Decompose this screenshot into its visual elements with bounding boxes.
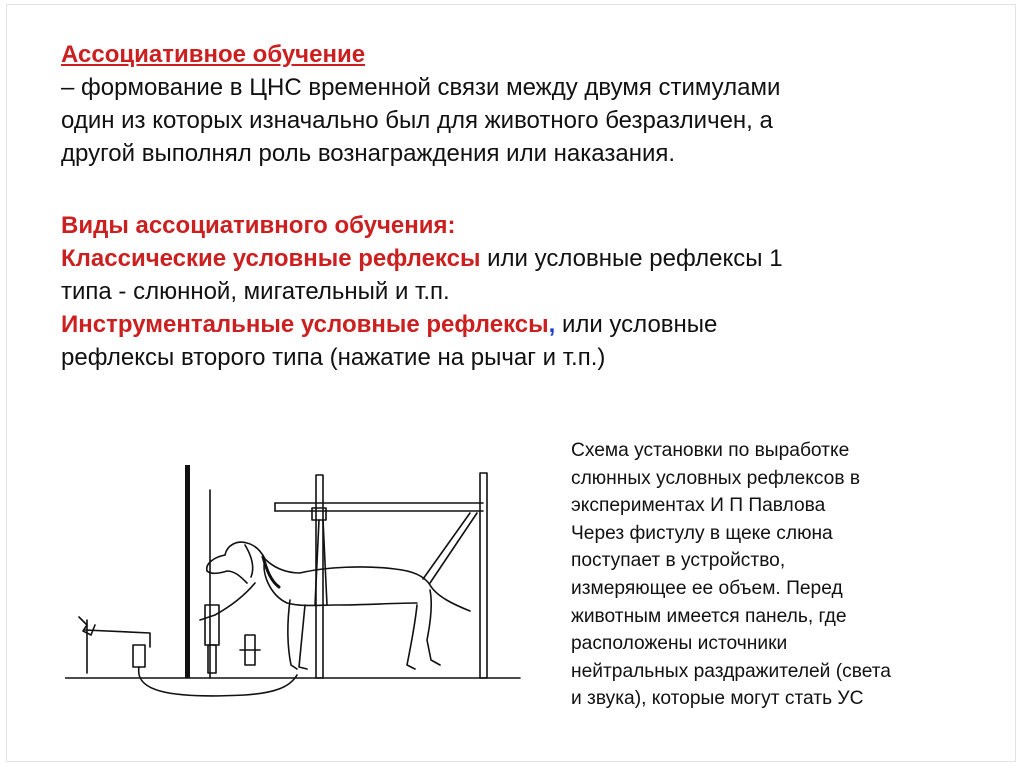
caption-line: животным имеется панель, где <box>571 605 847 627</box>
pavlov-apparatus-figure <box>65 455 525 725</box>
types-heading: Виды ассоциативного обучения: <box>61 212 456 239</box>
definition-line-2: один из которых изначально был для животного безразличен, а <box>61 107 773 134</box>
caption-line: поступает в устройство, <box>571 550 786 572</box>
classical-line-1 <box>61 242 961 275</box>
dog-collar <box>263 557 279 587</box>
fistula-tube <box>200 583 255 620</box>
measuring-device <box>205 605 219 645</box>
panel-post <box>185 465 190 678</box>
instrumental-term: Инструментальные условные рефлексы <box>61 311 549 338</box>
caption-line: и звука), которые могут стать УС <box>571 688 864 710</box>
caption-line: нейтральных раздражителей (света <box>571 660 891 682</box>
connecting-tube <box>139 667 297 696</box>
definition-line-3: другой выполнял роль вознаграждения или наказания. <box>61 140 676 167</box>
definition-block <box>61 38 961 170</box>
clamp <box>312 508 326 520</box>
caption-line: Через фистулу в щеке слюна <box>571 522 833 544</box>
instrumental-comma: , <box>548 311 556 338</box>
classical-term: Классические условные рефлексы <box>61 245 481 272</box>
instrumental-rest: или условные <box>555 311 718 338</box>
caption-line: измеряющее ее объем. Перед <box>571 577 843 599</box>
recorder <box>133 645 145 667</box>
types-block <box>61 209 961 374</box>
instrumental-line-1 <box>61 308 961 341</box>
dog-head <box>207 555 247 583</box>
figure-caption <box>571 437 991 713</box>
classical-line-2: типа - слюнной, мигательный и т.п. <box>61 278 450 305</box>
dog-outline <box>225 542 470 669</box>
caption-line: экспериментах И П Павлова <box>571 495 826 517</box>
caption-line: расположены источники <box>571 633 788 655</box>
definition-line-1: – формование в ЦНС временной связи между двумя стимулами <box>61 74 781 101</box>
dog-ear <box>245 545 253 577</box>
classical-rest: или условные рефлексы 1 <box>480 245 783 272</box>
caption-line: Схема установки по выработке <box>571 440 850 461</box>
instrumental-line-2: рефлексы второго типа (нажатие на рычаг и т.п.) <box>61 344 606 371</box>
heading: Ассоциативное обучение <box>61 41 366 68</box>
caption-line: слюнных условных рефлексов в <box>571 467 861 489</box>
diagonal-brace <box>430 513 477 583</box>
